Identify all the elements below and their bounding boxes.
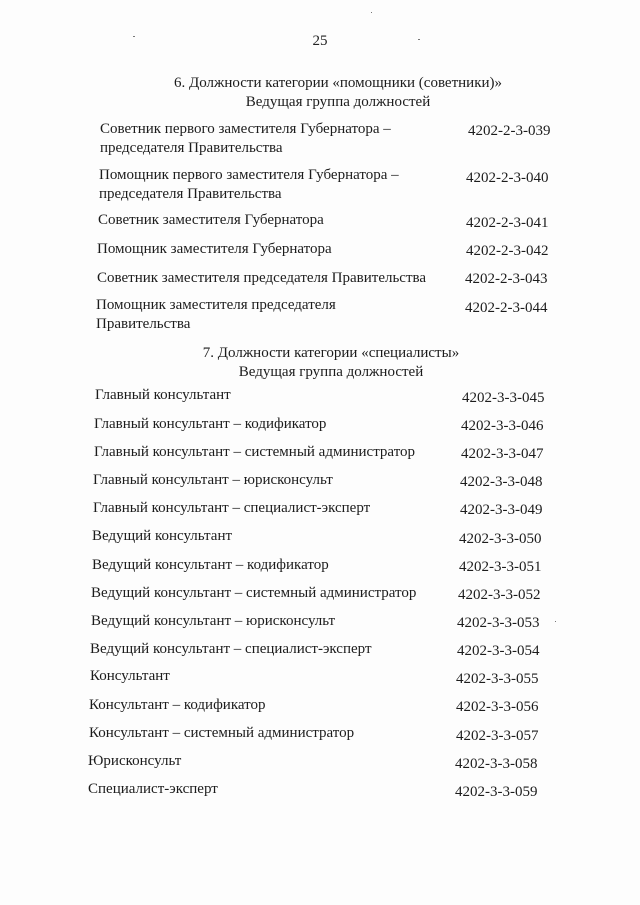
list-item bbox=[90, 667, 550, 687]
position-code: 4202-3-3-058 bbox=[455, 756, 538, 772]
list-item bbox=[97, 269, 557, 289]
list-item bbox=[92, 556, 552, 576]
list-item bbox=[93, 499, 553, 519]
position-code: 4202-3-3-056 bbox=[456, 699, 539, 715]
page-number: 25 bbox=[312, 33, 328, 49]
position-title: Советник первого заместителя Губернатора – председателя Правительства bbox=[100, 121, 391, 156]
position-title: Главный консультант – кодификатор bbox=[94, 416, 327, 432]
position-code: 4202-3-3-047 bbox=[461, 446, 544, 462]
position-title: Ведущий консультант – системный администратор bbox=[91, 585, 417, 601]
list-item bbox=[88, 780, 548, 800]
list-item bbox=[94, 443, 554, 463]
position-title: Специалист-эксперт bbox=[88, 781, 218, 797]
list-item bbox=[89, 724, 549, 744]
list-item bbox=[93, 471, 553, 491]
section-heading bbox=[0, 74, 640, 112]
position-code: 4202-3-3-055 bbox=[456, 671, 539, 687]
list-item bbox=[97, 240, 557, 260]
scan-speck bbox=[371, 12, 372, 13]
position-title: Консультант – системный администратор bbox=[89, 725, 355, 741]
list-item bbox=[90, 640, 550, 660]
list-item bbox=[95, 386, 555, 406]
position-code: 4202-2-3-043 bbox=[465, 271, 548, 287]
position-title: Помощник первого заместителя Губернатора – председателя Правительства bbox=[99, 167, 399, 202]
position-title: Ведущий консультант bbox=[92, 528, 233, 544]
position-code: 4202-3-3-049 bbox=[460, 502, 543, 518]
position-code: 4202-2-3-040 bbox=[466, 170, 549, 186]
list-item bbox=[100, 120, 560, 160]
position-title: Главный консультант – специалист-эксперт bbox=[93, 500, 371, 516]
position-code: 4202-3-3-057 bbox=[456, 728, 539, 744]
list-item bbox=[92, 527, 552, 547]
position-title: Главный консультант – юрисконсульт bbox=[93, 472, 333, 488]
list-item bbox=[91, 612, 551, 632]
position-code: 4202-2-3-041 bbox=[466, 215, 549, 231]
position-title: Юрисконсульт bbox=[88, 753, 182, 769]
position-title: Советник заместителя Губернатора bbox=[98, 212, 324, 228]
list-item bbox=[99, 166, 559, 206]
list-item bbox=[89, 696, 549, 716]
position-code: 4202-3-3-050 bbox=[459, 531, 542, 547]
position-title: Консультант – кодификатор bbox=[89, 697, 266, 713]
position-code: 4202-3-3-046 bbox=[461, 418, 544, 434]
position-code: 4202-3-3-059 bbox=[455, 784, 538, 800]
position-title: Главный консультант – системный администратор bbox=[94, 444, 416, 460]
section-heading-title: 7. Должности категории «специалисты» bbox=[202, 345, 460, 361]
position-code: 4202-3-3-048 bbox=[460, 474, 543, 490]
list-item bbox=[94, 415, 554, 435]
position-code: 4202-3-3-045 bbox=[462, 390, 545, 406]
list-item bbox=[91, 584, 551, 604]
position-code: 4202-3-3-054 bbox=[457, 643, 540, 659]
position-code: 4202-3-3-052 bbox=[458, 587, 541, 603]
section-heading-title: 6. Должности категории «помощники (советники)» bbox=[173, 75, 503, 91]
position-title: Ведущий консультант – специалист-эксперт bbox=[90, 641, 372, 657]
section-heading bbox=[0, 344, 640, 382]
position-code: 4202-2-3-039 bbox=[468, 123, 551, 139]
position-code: 4202-2-3-044 bbox=[465, 300, 548, 316]
position-code: 4202-3-3-051 bbox=[459, 559, 542, 575]
position-title: Главный консультант bbox=[95, 387, 231, 403]
list-item bbox=[96, 296, 556, 336]
list-item bbox=[98, 211, 558, 231]
position-title: Ведущий консультант – кодификатор bbox=[92, 557, 329, 573]
position-title: Помощник заместителя Губернатора bbox=[97, 241, 332, 257]
scan-speck bbox=[555, 621, 556, 622]
position-code: 4202-2-3-042 bbox=[466, 243, 549, 259]
position-code: 4202-3-3-053 bbox=[457, 615, 540, 631]
position-title: Советник заместителя председателя Правительства bbox=[97, 270, 427, 286]
position-title: Помощник заместителя председателя Правительства bbox=[96, 297, 336, 332]
list-item bbox=[88, 752, 548, 772]
position-title: Консультант bbox=[90, 668, 170, 684]
section-heading-group: Ведущая группа должностей bbox=[245, 94, 431, 110]
section-heading-group: Ведущая группа должностей bbox=[238, 364, 424, 380]
position-title: Ведущий консультант – юрисконсульт bbox=[91, 613, 336, 629]
